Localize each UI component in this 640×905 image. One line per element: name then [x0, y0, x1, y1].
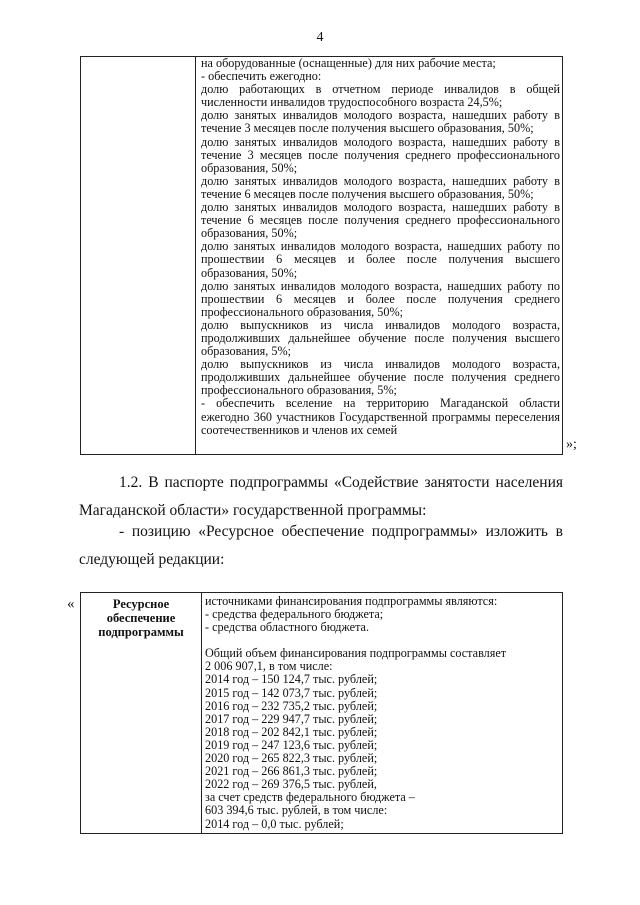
targets-table-right-cell	[201, 57, 560, 437]
targets-line: долю занятых инвалидов молодого возраста, нашедших работу в течение 6 месяцев после получения высшего образования, 50%;	[201, 173, 560, 201]
funding-amount-line: 2 006 907,1, в том числе:	[205, 659, 333, 674]
targets-line: долю занятых инвалидов молодого возраста, нашедших работу в течение 3 месяцев после получения высшего образования, 50%;	[201, 108, 560, 136]
funding-amount-line: 2019 год – 247 123,6 тыс. рублей;	[205, 737, 378, 752]
resources-table	[80, 592, 563, 834]
paragraph-position: - позицию «Ресурсное обеспечение подпрограммы» изложить в следующей редакции:	[79, 523, 563, 568]
targets-line: долю работающих в отчетном периоде инвалидов в общей численности инвалидов трудоспособного возраста 24,5%;	[201, 82, 560, 110]
targets-line: долю занятых инвалидов молодого возраста, нашедших работу по прошествии 6 месяцев и более после получения среднего профессионального образования, 50%;	[201, 278, 560, 319]
resources-table-label: Ресурсное обеспечение подпрограммы	[81, 593, 202, 833]
funding-amount-line: 603 394,6 тыс. рублей, в том числе:	[205, 803, 388, 818]
funding-amount-line: 2015 год – 142 073,7 тыс. рублей;	[205, 685, 378, 700]
paragraph-1-2: 1.2. В паспорте подпрограммы «Содействие занятости населения Магаданской области» государственной программы:	[79, 474, 563, 519]
targets-table-left-cell	[81, 57, 196, 454]
funding-amount-line: 2014 год – 150 124,7 тыс. рублей;	[205, 672, 378, 687]
funding-amount-line: 2021 год – 266 861,3 тыс. рублей;	[205, 764, 378, 779]
targets-table	[80, 56, 563, 455]
funding-amount-line: за счет средств федерального бюджета –	[205, 790, 415, 805]
targets-line: долю занятых инвалидов молодого возраста, нашедших работу в течение 3 месяцев после получения среднего профессионального образования, 50%;	[201, 134, 560, 175]
opening-quote: «	[67, 596, 75, 612]
funding-amount-line: 2014 год – 0,0 тыс. рублей;	[205, 816, 344, 831]
closing-quote: »;	[566, 437, 577, 452]
funding-source-line: - средства областного бюджета.	[205, 620, 370, 635]
targets-line: долю занятых инвалидов молодого возраста, нашедших работу по прошествии 6 месяцев и более после получения высшего образования, 50%;	[201, 239, 560, 280]
targets-line: долю занятых инвалидов молодого возраста, нашедших работу в течение 6 месяцев после получения среднего профессионального образования, 50%;	[201, 200, 560, 241]
resources-table-content	[205, 595, 559, 831]
page-number: 4	[316, 30, 324, 45]
targets-line: - обеспечить вселение на территорию Магаданской области ежегодно 360 участников Государственной программы переселения соотечественников и членов их семей	[201, 396, 560, 437]
funding-amount-line: Общий объем финансирования подпрограммы составляет	[205, 646, 507, 661]
funding-source-line: - средства федерального бюджета;	[205, 607, 384, 622]
funding-source-line: источниками финансирования подпрограммы являются:	[205, 594, 498, 608]
funding-amount-line: 2022 год – 269 376,5 тыс. рублей,	[205, 777, 377, 792]
funding-amount-line: 2017 год – 229 947,7 тыс. рублей;	[205, 711, 378, 726]
targets-line: долю выпускников из числа инвалидов молодого возраста, продолживших дальнейшее обучение после получения среднего профессионального образования, 5%;	[201, 357, 560, 398]
targets-line: на оборудованные (оснащенные) для них рабочие места;	[201, 56, 496, 70]
targets-line: долю выпускников из числа инвалидов молодого возраста, продолживших дальнейшее обучение после получения высшего образования, 5%;	[201, 317, 560, 359]
targets-line: - обеспечить ежегодно:	[201, 69, 322, 84]
funding-amount-line: 2016 год – 232 735,2 тыс. рублей;	[205, 698, 378, 713]
funding-amount-line: 2018 год – 202 842,1 тыс. рублей;	[205, 724, 378, 739]
funding-amount-line: 2020 год – 265 822,3 тыс. рублей;	[205, 751, 378, 766]
